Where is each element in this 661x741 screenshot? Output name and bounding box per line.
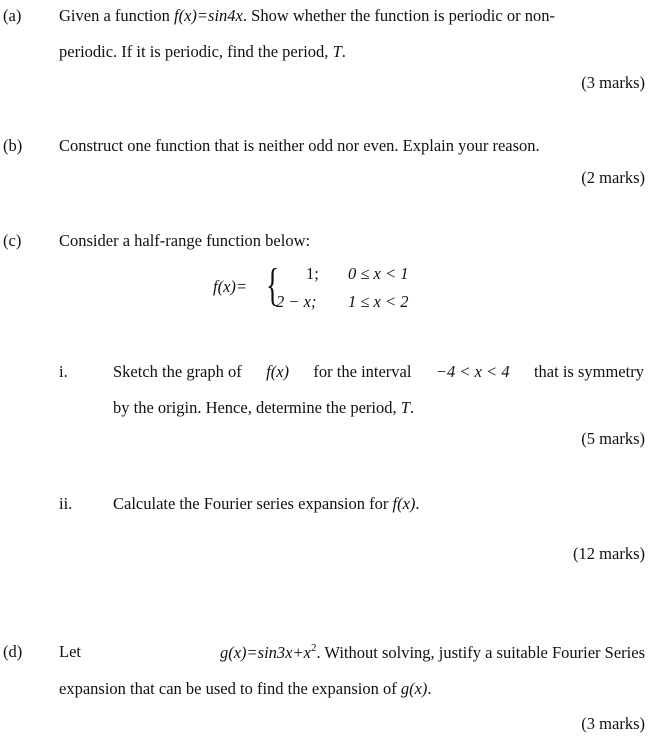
question-a-line2-text: periodic. If it is periodic, find the period, xyxy=(59,42,329,61)
question-a-line1 xyxy=(59,6,555,26)
piecewise-case1-value: 1; xyxy=(306,264,319,283)
question-a-text2: . Show whether the function is periodic or non- xyxy=(242,6,555,25)
question-c-i-end: . xyxy=(409,398,415,417)
question-c-ii-line xyxy=(113,494,420,514)
question-c-ii-marks: (12 marks) xyxy=(573,544,645,563)
question-a-line2 xyxy=(59,42,346,62)
question-c-i-interval: −4 < x < 4 xyxy=(435,362,510,381)
question-d-line2-text: expansion that can be used to find the expansion of xyxy=(59,679,397,698)
question-c-ii-text: Calculate the Fourier series expansion for xyxy=(113,494,389,513)
question-d-exponent: 2 xyxy=(310,642,317,654)
question-c-i-line2-text: by the origin. Hence, determine the period, xyxy=(113,398,397,417)
question-c-ii-function: f(x) xyxy=(392,494,416,513)
question-c-i-text2: for the interval xyxy=(313,362,412,381)
question-b-label: (b) xyxy=(3,136,23,155)
question-c-text: Consider a half-range function below: xyxy=(59,231,311,250)
question-b-marks: (2 marks) xyxy=(581,168,645,187)
question-d-function2: g(x) xyxy=(400,679,428,698)
piecewise-lhs: f(x)= xyxy=(213,277,248,296)
piecewise-case2-condition: 1 ≤ x < 2 xyxy=(348,292,409,311)
question-c-i-function: f(x) xyxy=(266,362,290,381)
question-c-i-label: i. xyxy=(59,362,68,381)
question-c-i-period: T xyxy=(400,398,410,417)
piecewise-brace: { xyxy=(266,259,280,310)
question-a-function: f(x)=sin4x xyxy=(174,6,243,25)
question-a-marks: (3 marks) xyxy=(581,73,645,92)
question-d-end: . xyxy=(427,679,432,698)
question-d-text2: . Without solving, justify a suitable Fourier Series xyxy=(316,643,645,662)
question-d-expression xyxy=(220,642,645,663)
question-d-line1 xyxy=(59,642,645,663)
question-c-i-line1 xyxy=(113,362,644,382)
question-a-label: (a) xyxy=(3,6,22,25)
question-d-marks: (3 marks) xyxy=(581,714,645,733)
question-d-line2 xyxy=(59,679,432,699)
piecewise-case1-condition: 0 ≤ x < 1 xyxy=(348,264,409,283)
question-a-period: T xyxy=(332,42,342,61)
question-d-text1: Let xyxy=(59,642,81,661)
question-a-text1: Given a function xyxy=(59,6,170,25)
question-c-ii-label: ii. xyxy=(59,494,73,513)
question-b-text: Construct one function that is neither odd nor even. Explain your reason. xyxy=(59,136,540,155)
question-c-i-text1: Sketch the graph of xyxy=(113,362,242,381)
question-c-i-text3: that is symmetry xyxy=(533,362,644,381)
question-c-i-line2 xyxy=(113,398,414,418)
question-a-end: . xyxy=(341,42,346,61)
question-d-function: g(x)=sin3x+x xyxy=(219,643,311,662)
question-c-ii-end: . xyxy=(415,494,420,513)
question-c-label: (c) xyxy=(3,231,22,250)
question-c-i-marks: (5 marks) xyxy=(581,429,645,448)
piecewise-case2-value: 2 − x; xyxy=(276,292,317,311)
question-d-label: (d) xyxy=(3,642,23,661)
